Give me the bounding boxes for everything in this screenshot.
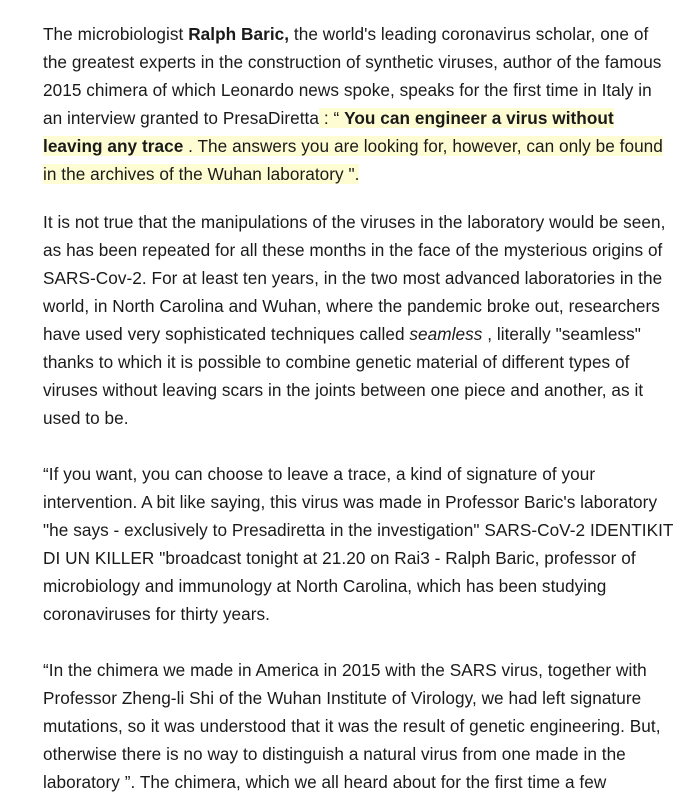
quote-bold: You can engineer a virus without leaving any trace: [43, 108, 614, 156]
intro-description: the world's leading coronavirus scholar, one of the greatest experts in the construction of synthetic viruses, author of the famous 2015 chimera of which Leonardo news spoke, speaks for the first time in Italy in an interview granted to PresaDiretta: [43, 24, 662, 128]
paragraph-seamless-text: It is not true that the manipulations of the viruses in the laboratory would be seen, as has been repeated for all these months in the face of the mysterious origins of SARS-Cov-2. For at least ten years, in the two most advanced laboratories in the world, in North Carolina and Wuhan, where the pandemic broke out, researchers have used very sophisticated techniques called: [43, 212, 666, 344]
author-name: Ralph Baric,: [188, 24, 290, 44]
article-body: [43, 20, 675, 796]
paragraph-seamless-text-after: , literally "seamless" thanks to which it is possible to combine genetic material of different types of viruses without leaving scars in the joints between one piece and another, as it used to be.: [43, 324, 644, 428]
intro-text: The microbiologist: [43, 24, 189, 44]
seamless-term: seamless: [409, 324, 483, 344]
quote-rest: . The answers you are looking for, however, can only be found in the archives of the Wuhan laboratory ".: [43, 136, 663, 184]
paragraph-seamless: [43, 208, 675, 432]
paragraph-chimera: “In the chimera we made in America in 2015 with the SARS virus, together with Professor Zheng-li Shi of the Wuhan Institute of Virology, we had left signature mutations, so it was understood that it was the result of genetic engineering. But, otherwise there is no way to distinguish a natural virus from one made in the laboratory ”. The chimera, which we all heard about for the first time a few: [43, 660, 661, 792]
paragraph-signature: “If you want, you can choose to leave a trace, a kind of signature of your intervention. A bit like saying, this virus was made in Professor Baric's laboratory "he says - exclusively to Presadiretta in the investigation" SARS-CoV-2 IDENTIKIT DI UN KILLER "broadcast tonight at 21.20 on Rai3 - Ralph Baric, professor of microbiology and immunology at North Carolina, which has been studying coronaviruses for thirty years.: [43, 464, 674, 624]
quote-open: : “: [319, 108, 345, 128]
paragraph-intro: [43, 20, 675, 188]
